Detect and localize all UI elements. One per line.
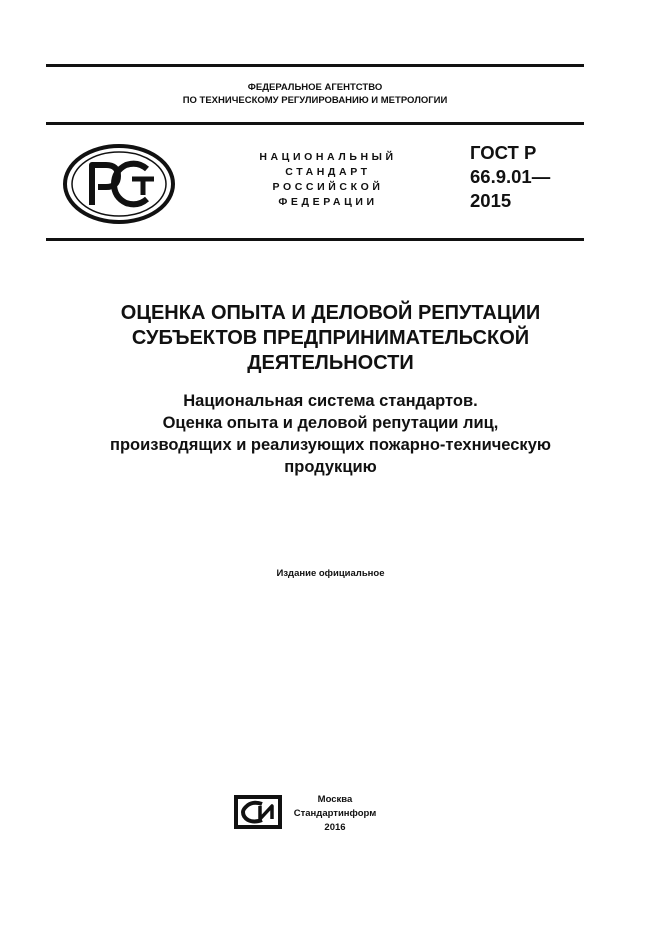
header-bottom-rule	[46, 238, 584, 241]
publisher-info	[285, 793, 385, 835]
header-rule	[46, 122, 584, 125]
top-rule	[46, 64, 584, 67]
subtitle-line-2: Оценка опыта и деловой репутации лиц,	[162, 414, 499, 432]
agency-name	[46, 81, 584, 107]
standard-label-line-4: ФЕДЕРАЦИИ	[278, 196, 378, 208]
subtitle-line-4: продукцию	[284, 458, 377, 476]
document-title	[30, 301, 631, 376]
agency-line-1: ФЕДЕРАЛЬНОЕ АГЕНТСТВО	[247, 82, 383, 93]
standard-label-line-2: СТАНДАРТ	[285, 166, 371, 178]
designation-line-1: ГОСТ Р	[470, 142, 537, 163]
publication-year: 2016	[324, 822, 346, 833]
title-line-1: ОЦЕНКА ОПЫТА И ДЕЛОВОЙ РЕПУТАЦИИ	[120, 302, 541, 324]
edition-note: Издание официальное	[276, 568, 385, 579]
designation-line-3: 2015	[470, 190, 512, 211]
agency-line-2: ПО ТЕХНИЧЕСКОМУ РЕГУЛИРОВАНИЮ И МЕТРОЛОГИИ	[182, 95, 448, 106]
document-subtitle	[30, 390, 631, 478]
standard-designation	[470, 141, 580, 213]
publisher-name: Стандартинформ	[293, 808, 377, 819]
rst-logo-icon	[62, 143, 176, 225]
subtitle-line-3: производящих и реализующих пожарно-техническую	[110, 436, 551, 454]
designation-line-2: 66.9.01—	[470, 166, 551, 187]
title-line-2: СУБЪЕКТОВ ПРЕДПРИНИМАТЕЛЬСКОЙ	[131, 327, 530, 349]
standartinform-logo-icon	[232, 793, 284, 831]
standard-label-line-1: НАЦИОНАЛЬНЫЙ	[259, 151, 397, 163]
publisher-city: Москва	[317, 794, 353, 805]
national-standard-label	[228, 150, 428, 210]
standard-label-line-3: РОССИЙСКОЙ	[272, 181, 384, 193]
title-line-3: ДЕЯТЕЛЬНОСТИ	[247, 352, 414, 374]
subtitle-line-1: Национальная система стандартов.	[183, 392, 478, 410]
